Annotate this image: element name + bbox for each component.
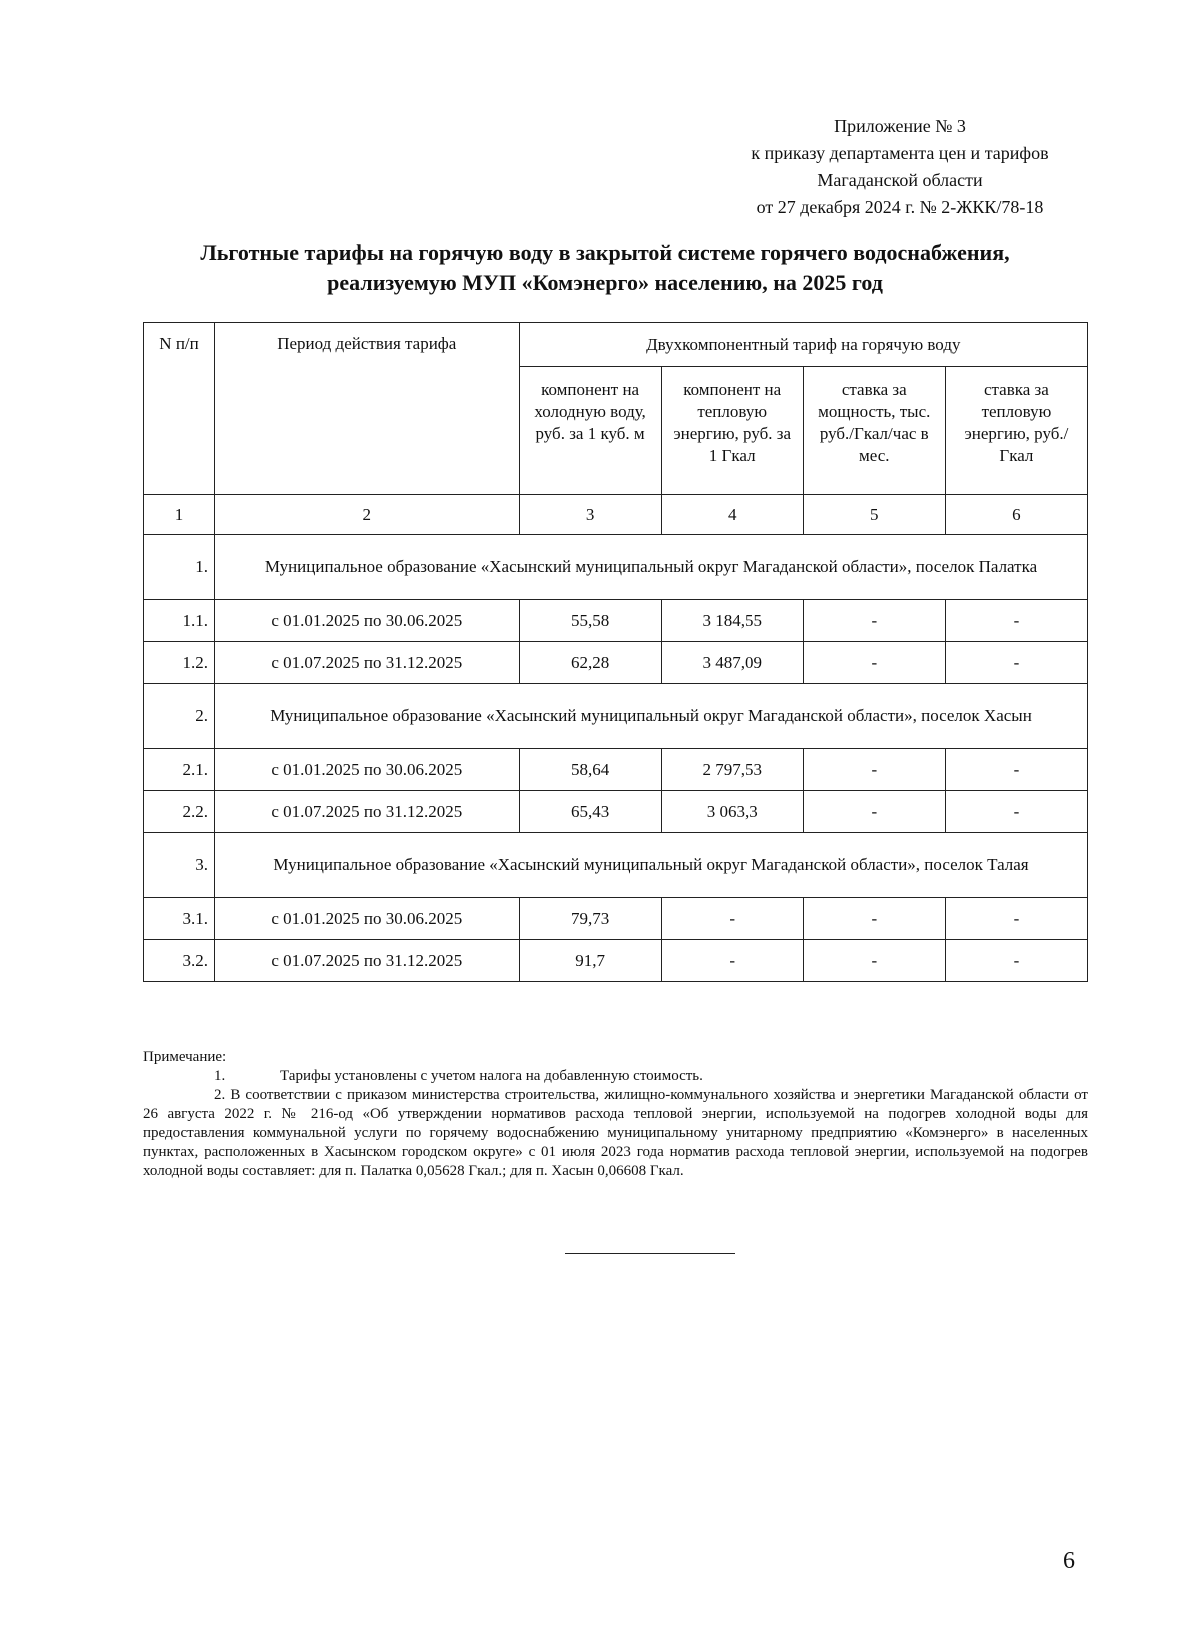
row-cold: 79,73 [519,898,661,940]
row-heat: 3 487,09 [661,642,803,684]
row-period: с 01.01.2025 по 30.06.2025 [215,898,520,940]
row-capacity: - [803,898,945,940]
header-cold-water: компонент на холодную воду, руб. за 1 куб. м [519,367,661,495]
row-cold: 91,7 [519,940,661,982]
row-period: с 01.07.2025 по 31.12.2025 [215,940,520,982]
column-number: 1 [144,495,215,535]
row-heat-rate: - [945,749,1087,791]
row-capacity: - [803,642,945,684]
row-period: с 01.01.2025 по 30.06.2025 [215,749,520,791]
column-number: 6 [945,495,1087,535]
group-row [144,833,1088,898]
group-row [144,684,1088,749]
table-row [144,642,1088,684]
appendix-order-ref: к приказу департамента цен и тарифов [751,143,1049,163]
tariff-table [143,322,1088,982]
note-1 [143,1067,1088,1086]
column-number: 3 [519,495,661,535]
row-num: 3.2. [144,940,215,982]
table-row [144,898,1088,940]
document-title [145,238,1065,298]
header-num: N п/п [144,323,215,495]
row-num: 2.1. [144,749,215,791]
table-row [144,940,1088,982]
note-1-text: Тарифы установлены с учетом налога на добавленную стоимость. [280,1068,703,1084]
column-number: 2 [215,495,520,535]
row-num: 2.2. [144,791,215,833]
row-capacity: - [803,791,945,833]
column-number: 5 [803,495,945,535]
header-heat-energy: компонент на тепловую энергию, руб. за 1 Гкал [661,367,803,495]
table-row [144,600,1088,642]
appendix-date: от 27 декабря 2024 г. № 2-ЖКК/78-18 [756,197,1044,217]
group-row [144,535,1088,600]
row-heat-rate: - [945,791,1087,833]
table-row [144,749,1088,791]
end-divider [565,1253,735,1254]
column-number: 4 [661,495,803,535]
title-line-2: реализуемую МУП «Комэнерго» населению, на 2025 год [327,270,883,295]
row-heat-rate: - [945,642,1087,684]
header-row [144,323,1088,367]
row-heat: - [661,898,803,940]
note-2: 2. В соответствии с приказом министерства строительства, жилищно-коммунального хозяйства и энергетики Магаданской области от 26 августа 2022 г. № 216-од «Об утверждении нормативов расхода тепловой энергии, используемой на подогрев холодной воды для предоставления коммунальной услуги по горячему водоснабжению муниципальному унитарному предприятию «Комэнерго» в населенных пунктах, расположенных в Хасынском городском округе» с 01 июля 2023 года норматив расхода тепловой энергии, используемой на подогрев холодной воды составляет: для п. Палатка 0,05628 Гкал.; для п. Хасын 0,06608 Гкал. [143,1087,1088,1179]
appendix-region: Магаданской области [817,170,983,190]
group-name: Муниципальное образование «Хасынский муниципальный округ Магаданской области», поселок Палатка [215,535,1088,600]
note-1-label: 1. [214,1068,226,1084]
row-cold: 58,64 [519,749,661,791]
group-num: 3. [144,833,215,898]
group-name: Муниципальное образование «Хасынский муниципальный округ Магаданской области», поселок Хасын [215,684,1088,749]
header-capacity-rate: ставка за мощность, тыс. руб./Гкал/час в мес. [803,367,945,495]
title-line-1: Льготные тарифы на горячую воду в закрытой системе горячего водоснабжения, [200,240,1010,265]
row-num: 3.1. [144,898,215,940]
row-capacity: - [803,600,945,642]
page-number: 6 [1063,1548,1075,1574]
row-period: с 01.07.2025 по 31.12.2025 [215,642,520,684]
group-num: 2. [144,684,215,749]
notes-heading: Примечание: [143,1049,227,1065]
row-cold: 65,43 [519,791,661,833]
appendix-number: Приложение № 3 [834,116,966,136]
row-heat: 3 063,3 [661,791,803,833]
row-capacity: - [803,940,945,982]
group-num: 1. [144,535,215,600]
header-two-component: Двухкомпонентный тариф на горячую воду [519,323,1087,367]
row-period: с 01.01.2025 по 30.06.2025 [215,600,520,642]
table-row [144,791,1088,833]
row-heat-rate: - [945,600,1087,642]
row-num: 1.1. [144,600,215,642]
row-heat: 2 797,53 [661,749,803,791]
row-period: с 01.07.2025 по 31.12.2025 [215,791,520,833]
row-capacity: - [803,749,945,791]
appendix-header [700,113,1100,221]
row-cold: 62,28 [519,642,661,684]
header-period: Период действия тарифа [215,323,520,495]
row-heat: 3 184,55 [661,600,803,642]
row-heat-rate: - [945,898,1087,940]
row-num: 1.2. [144,642,215,684]
row-heat: - [661,940,803,982]
row-heat-rate: - [945,940,1087,982]
row-cold: 55,58 [519,600,661,642]
header-heat-rate: ставка за тепловую энергию, руб./Гкал [945,367,1087,495]
group-name: Муниципальное образование «Хасынский муниципальный округ Магаданской области», поселок Талая [215,833,1088,898]
notes-section [143,1048,1088,1181]
column-numbers-row [144,495,1088,535]
